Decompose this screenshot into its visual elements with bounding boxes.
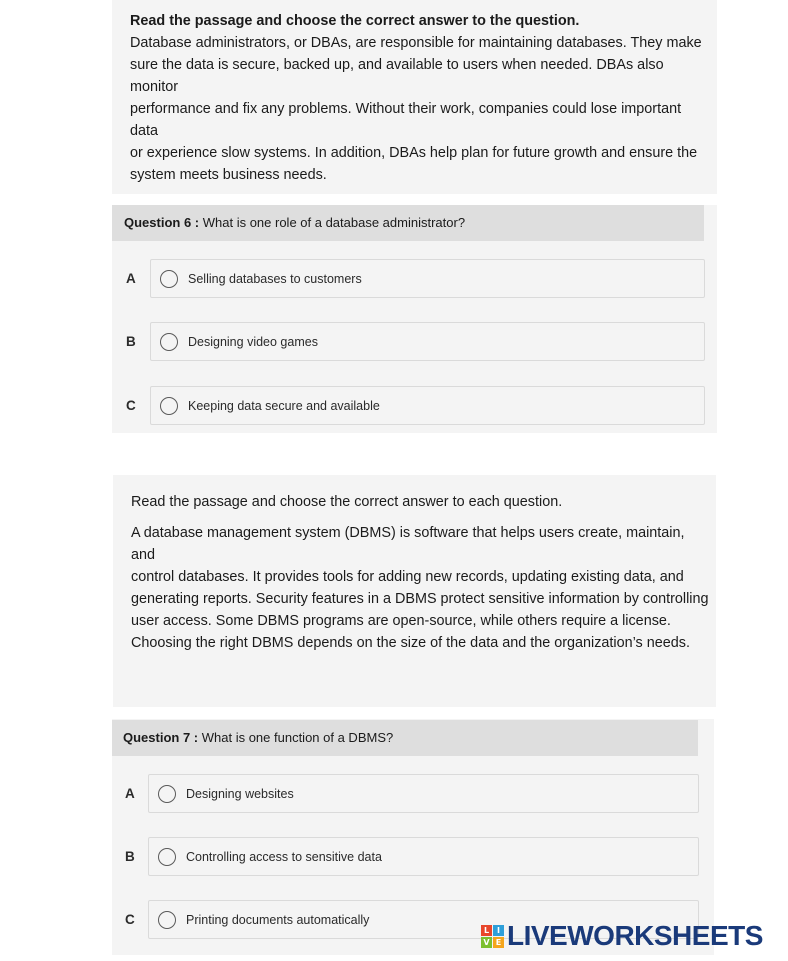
radio-circle-icon[interactable] bbox=[160, 270, 178, 288]
question-7-option-b-button[interactable] bbox=[148, 837, 699, 876]
passage-2-line: generating reports. Security features in a DBMS protect sensitive information by controlling bbox=[131, 591, 709, 607]
question-6-option-a-button[interactable] bbox=[150, 259, 705, 298]
question-6-option-c-button[interactable] bbox=[150, 386, 705, 425]
passage-1-line: sure the data is secure, backed up, and available to users when needed. DBAs also monitor bbox=[130, 57, 664, 95]
question-6-header bbox=[112, 205, 704, 241]
option-letter: A bbox=[125, 786, 135, 801]
option-letter: C bbox=[125, 912, 135, 927]
passage-2-line: control databases. It provides tools for adding new records, updating existing data, and bbox=[131, 569, 684, 585]
passage-2 bbox=[113, 475, 716, 707]
logo-grid-cell: E bbox=[493, 937, 504, 948]
logo-grid-icon bbox=[481, 925, 504, 948]
logo-text: LIVEWORKSHEETS bbox=[507, 920, 763, 951]
question-6-option-b-button[interactable] bbox=[150, 322, 705, 361]
question-7-text: What is one function of a DBMS? bbox=[198, 730, 394, 745]
option-letter: B bbox=[126, 334, 136, 349]
question-6-block bbox=[112, 205, 717, 433]
logo-grid-cell: I bbox=[493, 925, 504, 936]
passage-2-instruction: Read the passage and choose the correct answer to each question. bbox=[131, 494, 563, 510]
logo-grid-cell: L bbox=[481, 925, 492, 936]
passage-2-line: user access. Some DBMS programs are open-source, while others require a license. bbox=[131, 613, 671, 629]
passage-2-line: Choosing the right DBMS depends on the size of the data and the organization’s needs. bbox=[131, 635, 690, 651]
passage-1 bbox=[112, 0, 717, 194]
passage-2-line: A database management system (DBMS) is software that helps users create, maintain, and bbox=[131, 525, 685, 563]
option-letter: C bbox=[126, 398, 136, 413]
option-text: Printing documents automatically bbox=[186, 913, 370, 927]
passage-1-line: Database administrators, or DBAs, are responsible for maintaining databases. They make bbox=[130, 35, 702, 51]
question-7-option-a-button[interactable] bbox=[148, 774, 699, 813]
passage-2-body bbox=[131, 522, 711, 654]
passage-1-line: performance and fix any problems. Without their work, companies could lose important data bbox=[130, 101, 682, 139]
passage-1-instruction: Read the passage and choose the correct answer to the question. bbox=[130, 13, 580, 29]
option-text: Controlling access to sensitive data bbox=[186, 850, 382, 864]
passage-1-body bbox=[130, 32, 710, 186]
radio-circle-icon[interactable] bbox=[160, 333, 178, 351]
option-text: Designing websites bbox=[186, 787, 294, 801]
radio-circle-icon[interactable] bbox=[158, 785, 176, 803]
option-text: Selling databases to customers bbox=[188, 272, 362, 286]
question-6-text: What is one role of a database administrator? bbox=[199, 215, 466, 230]
radio-circle-icon[interactable] bbox=[160, 397, 178, 415]
liveworksheets-logo bbox=[481, 921, 763, 951]
question-7-header bbox=[112, 720, 698, 756]
radio-circle-icon[interactable] bbox=[158, 848, 176, 866]
option-letter: B bbox=[125, 849, 135, 864]
option-text: Designing video games bbox=[188, 335, 318, 349]
radio-circle-icon[interactable] bbox=[158, 911, 176, 929]
option-letter: A bbox=[126, 271, 136, 286]
logo-grid-cell: V bbox=[481, 937, 492, 948]
passage-1-line: or experience slow systems. In addition, DBAs help plan for future growth and ensure the bbox=[130, 145, 698, 161]
question-6-label: Question 6 : bbox=[124, 215, 200, 230]
passage-1-line: system meets business needs. bbox=[130, 167, 327, 183]
option-text: Keeping data secure and available bbox=[188, 399, 380, 413]
question-7-label: Question 7 : bbox=[123, 730, 199, 745]
